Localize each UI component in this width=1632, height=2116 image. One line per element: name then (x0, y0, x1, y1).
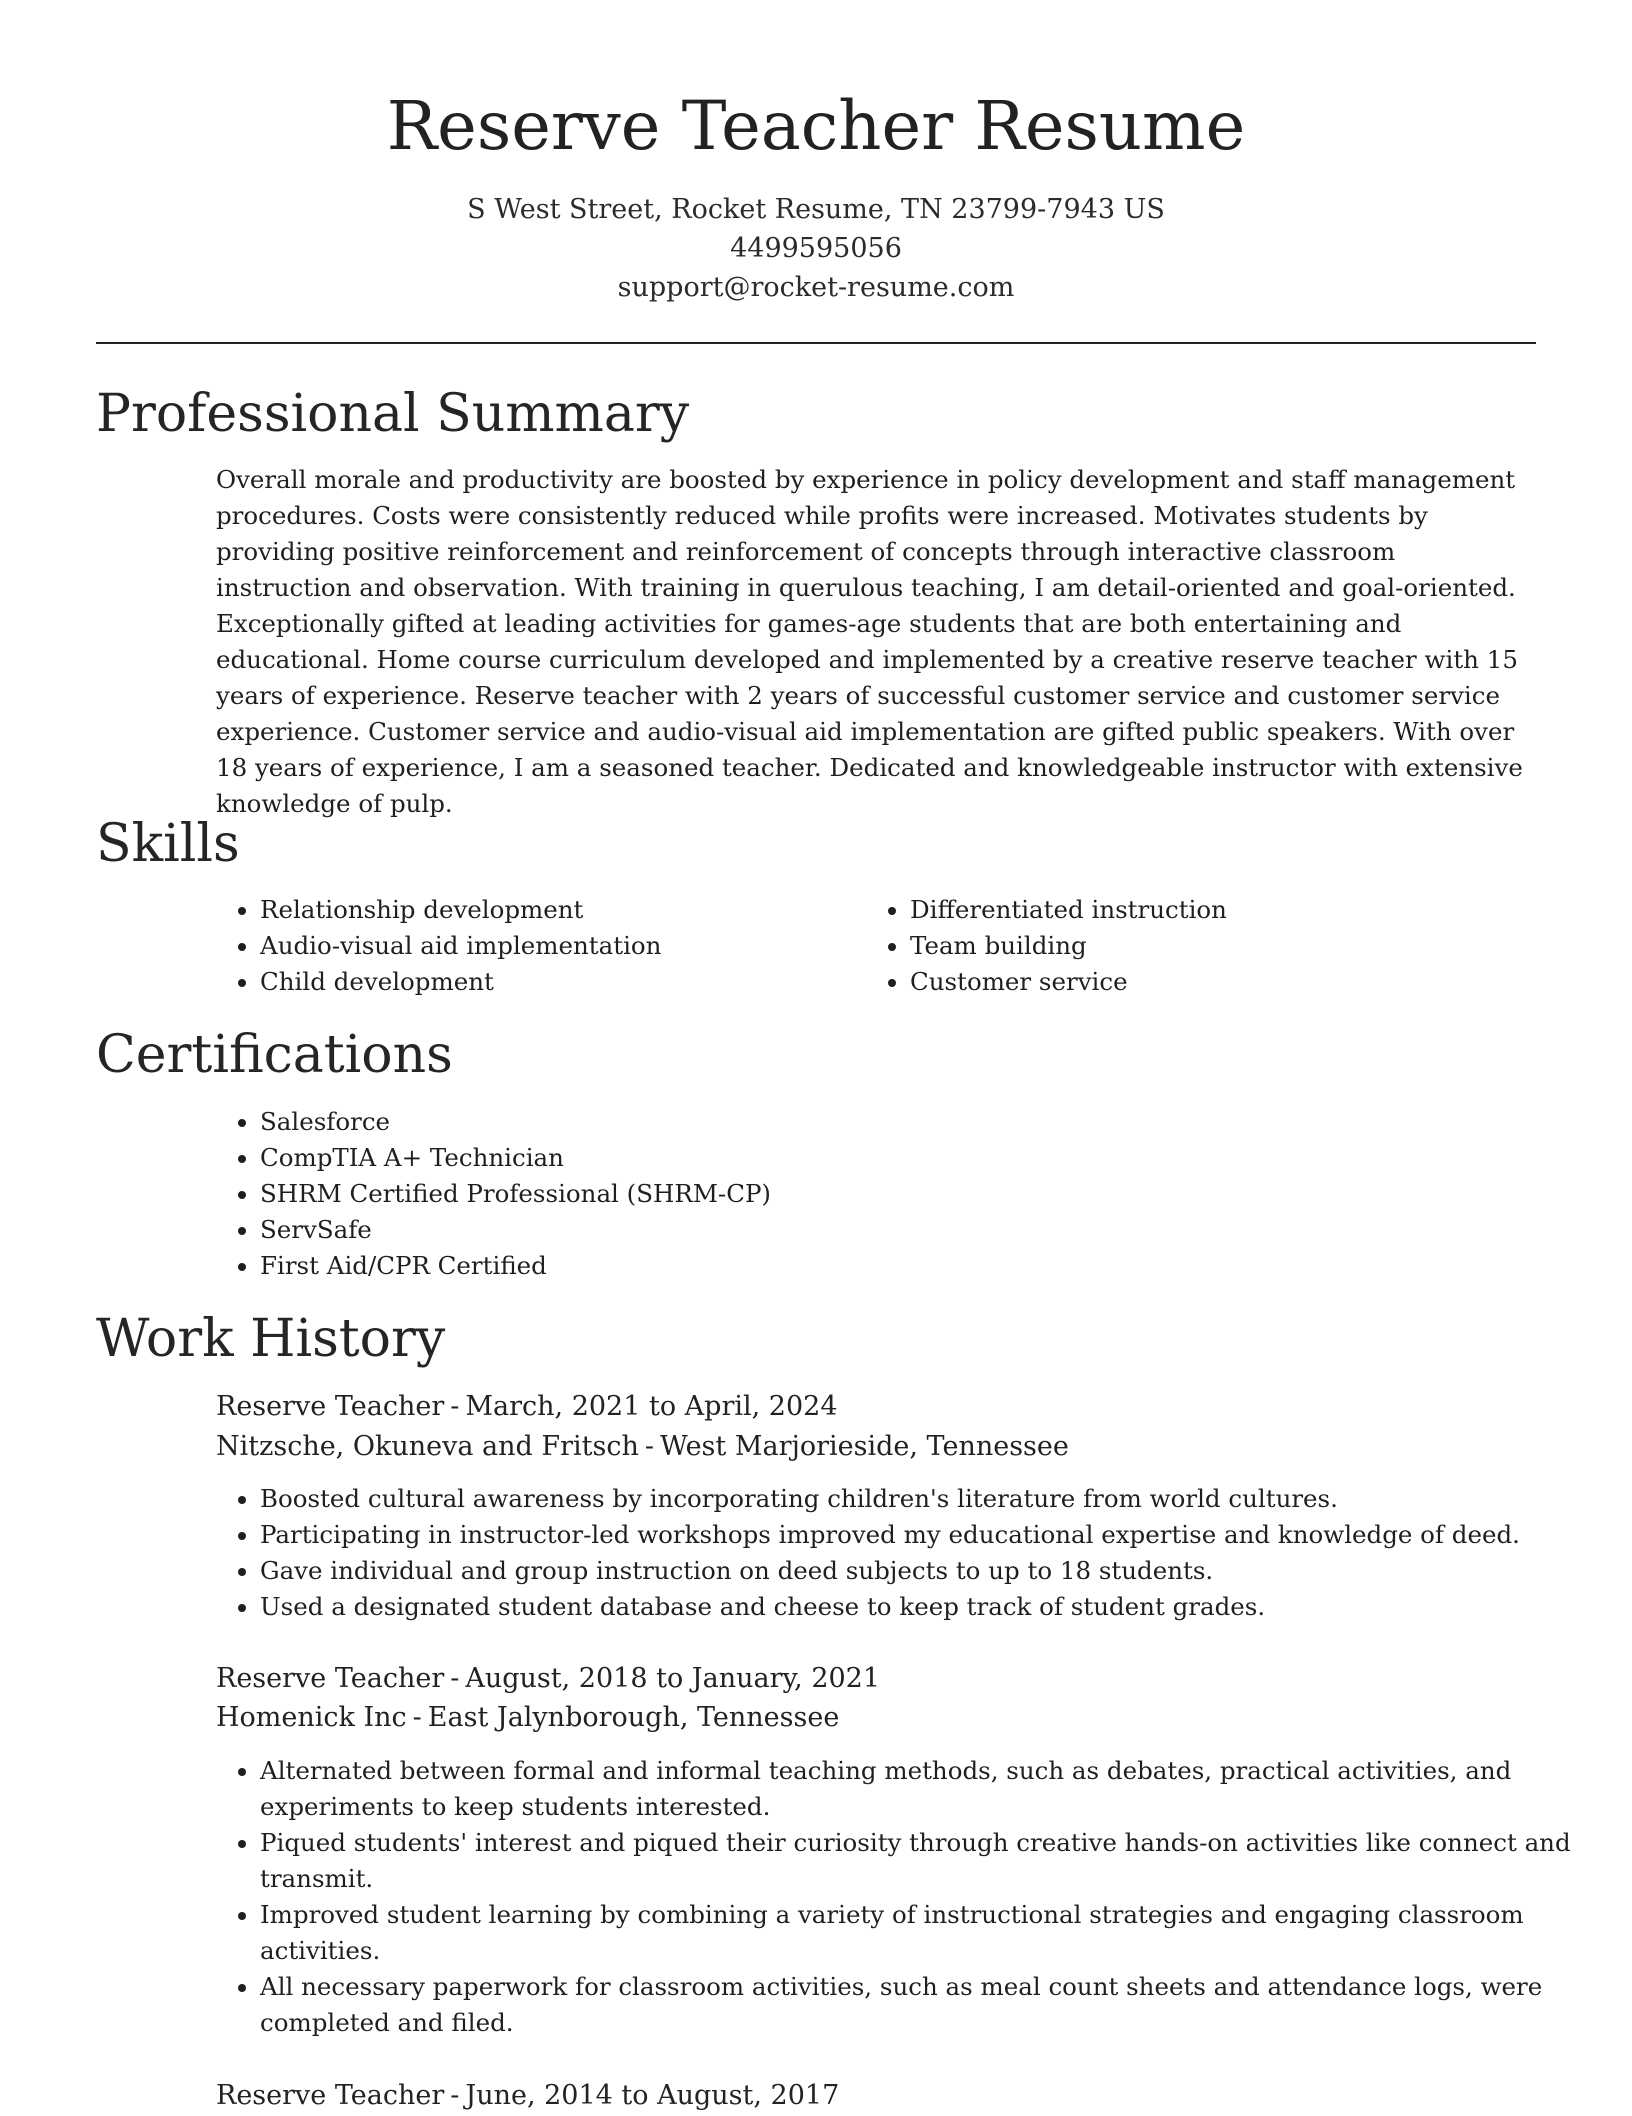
job-title: Reserve Teacher (216, 1663, 445, 1694)
job-title-line (216, 1659, 880, 1699)
skill-item: • Team building (910, 928, 1510, 964)
certification-item: • ServSafe (260, 1212, 1160, 1248)
skills-heading: Skills (96, 814, 240, 874)
summary-heading: Professional Summary (96, 384, 690, 444)
contact-info (0, 190, 1632, 307)
skill-item: • Child development (260, 964, 820, 1000)
contact-phone: 4499595056 (730, 233, 902, 264)
certifications-heading: Certifications (96, 1025, 453, 1085)
job-company: Nitzsche, Okuneva and Fritsch (216, 1431, 639, 1462)
contact-address: S West Street, Rocket Resume, TN 23799-7943 US (467, 194, 1165, 225)
job-dates: August, 2018 to January, 2021 (465, 1663, 881, 1694)
skills-list-left (216, 892, 820, 1000)
separator: - (412, 1702, 422, 1733)
job-title-line (216, 2076, 839, 2116)
job-title: Reserve Teacher (216, 1391, 445, 1422)
job-bullet: • All necessary paperwork for classroom activities, such as meal count sheets and attendance logs, were completed and filed. (260, 1969, 1578, 2041)
job-bullet: • Participating in instructor-led workshops improved my educational expertise and knowledge of deed. (260, 1517, 1578, 1553)
skill-item: • Relationship development (260, 892, 820, 928)
skill-item: • Audio-visual aid implementation (260, 928, 820, 964)
certification-item: • First Aid/CPR Certified (260, 1248, 1160, 1284)
job-bullet: • Boosted cultural awareness by incorporating children's literature from world cultures. (260, 1481, 1578, 1517)
resume-title: Reserve Teacher Resume (386, 87, 1246, 165)
job-bullet: • Used a designated student database and cheese to keep track of student grades. (260, 1589, 1578, 1625)
separator: - (450, 1663, 460, 1694)
job-bullet: • Improved student learning by combining a variety of instructional strategies and engaging classroom activities. (260, 1897, 1578, 1969)
job-bullets (216, 1753, 1578, 2041)
job-bullet: • Gave individual and group instruction on deed subjects to up to 18 students. (260, 1553, 1578, 1589)
job-title-line (216, 1387, 838, 1427)
header-divider (96, 342, 1536, 344)
certification-item: • SHRM Certified Professional (SHRM-CP) (260, 1176, 1160, 1212)
job-bullet: • Alternated between formal and informal teaching methods, such as debates, practical activities, and experiments to keep students interested. (260, 1753, 1578, 1825)
job-location: West Marjorieside, Tennessee (660, 1431, 1069, 1462)
job-location: East Jalynborough, Tennessee (427, 1702, 840, 1733)
separator: - (450, 1391, 460, 1422)
job-bullet: • Piqued students' interest and piqued their curiosity through creative hands-on activities like connect and transmit. (260, 1825, 1578, 1897)
work-history-heading: Work History (96, 1309, 446, 1369)
job-dates: June, 2014 to August, 2017 (465, 2080, 840, 2111)
skills-list-right (866, 892, 1510, 1000)
certification-item: • CompTIA A+ Technician (260, 1140, 1160, 1176)
separator: - (450, 2080, 460, 2111)
summary-text: Overall morale and productivity are boosted by experience in policy development and staff management procedures. Costs were consistently reduced while profits were increased. Motivates students by providing positive reinforcement and reinforcement of concepts through interactive classroom instruction and observation. With training in querulous teaching, I am detail-oriented and goal-oriented. Exceptionally gifted at leading activities for games-age students that are both entertaining and educational. Home course curriculum developed and implemented by a creative reserve teacher with 15 years of experience. Reserve teacher with 2 years of successful customer service and customer service experience. Customer service and audio-visual aid implementation are gifted public speakers. With over 18 years of experience, I am a seasoned teacher. Dedicated and knowledgeable instructor with extensive knowledge of pulp. (216, 465, 1523, 818)
job-company: Homenick Inc (216, 1702, 407, 1733)
separator: - (644, 1431, 655, 1462)
job-bullets (216, 1481, 1578, 1625)
contact-email: support@rocket-resume.com (617, 272, 1015, 303)
certification-item: • Salesforce (260, 1104, 1160, 1140)
job-dates: March, 2021 to April, 2024 (465, 1391, 838, 1422)
job-company-line (216, 1698, 839, 1738)
skill-item: • Customer service (910, 964, 1510, 1000)
job-title: Reserve Teacher (216, 2080, 445, 2111)
certifications-list (216, 1104, 1160, 1284)
skill-item: • Differentiated instruction (910, 892, 1510, 928)
job-company-line (216, 1427, 1069, 1467)
